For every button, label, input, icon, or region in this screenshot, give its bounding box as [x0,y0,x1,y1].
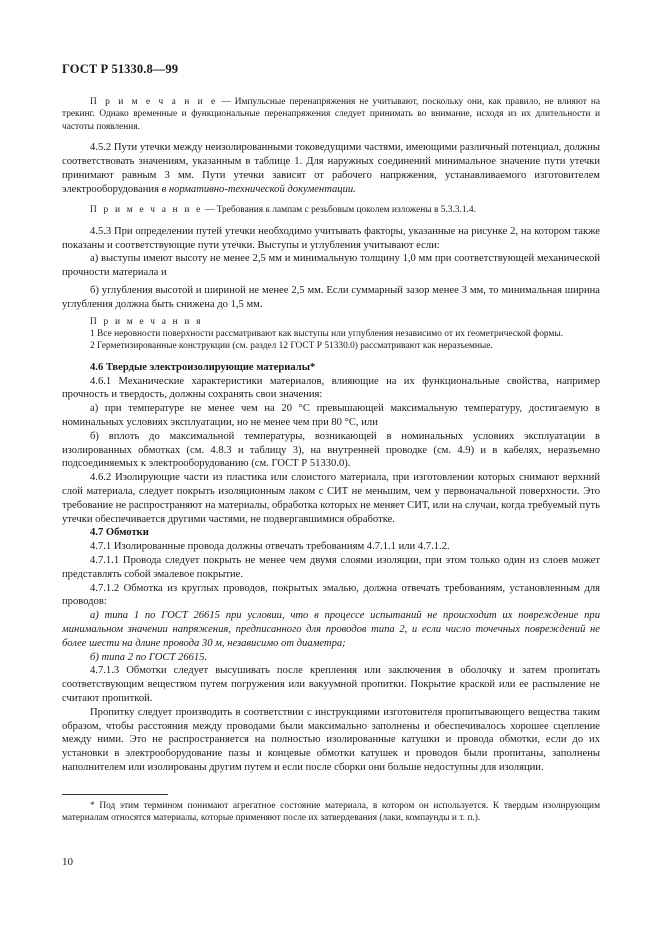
note-item-1: 1 Все неровности поверхности рассматривают как выступы или углубления независимо от их геометрической формы. [90,329,564,339]
clause-4-7-1-2-item-b [62,651,600,665]
note-label: П р и м е ч а н и е [90,97,218,107]
section-heading-4-6: 4.6 Твердые электроизолирующие материалы* [90,361,316,373]
footnote-divider [62,794,168,795]
clause-4-7-1-2-item-a-text: а) типа 1 по ГОСТ 26615 при условии, что в процессе испытаний не происходит их повреждение при минимальном значении напряжения, предписанного для проводов типа 2, и если число точечных повреждений не более шести на длине провода 30 м, независимо от диаметра; [62,610,600,649]
note-item-2: 2 Герметизированные конструкции (см. раздел 12 ГОСТ Р 51330.0) рассматривают как неразъемные. [90,341,493,352]
clause-4-5-2-italic: в нормативно-технической документации. [161,183,356,195]
impregnation-paragraph: Пропитку следует производить в соответствии с инструкциями изготовителя пропитывающего вещества таким образом, чтобы расстояния между проводами были максимально заполнены и обеспечивалось хорошее сцепление между ними. Это не распространяется на полностью изолированные катушки и провода обмотки, если до их установки в электрооборудование пазы и концевые обмотки катушек и проводов были пропитаны, заполнены наполнителем или изолированы другим путем и если после сборки они больше недоступны для изоляции. [62,706,600,773]
note-impulse-overvoltage [62,96,600,133]
clause-4-5-2-text: 4.5.2 Пути утечки между неизолированными токоведущими частями, имеющими различный потенциал, должны соответствовать значениям, указанным в таблице 1. Для наружных соединений минимальное значение пути утечки принимают равным 3 мм. Пути утечки зависят от рабочего напряжения, устанавливаемого изготовителем электрооборудования [62,142,600,195]
note-label: П р и м е ч а н и е [90,205,203,216]
clause-4-6-1: 4.6.1 Механические характеристики материалов, влияющие на их функциональные свойства, например прочность и твердость, должны сохранять свои значения: [62,375,600,401]
clause-4-7-1-1: 4.7.1.1 Провода следует покрыть не менее чем двумя слоями изоляции, при этом только один из слоев может представлять собой эмалевое покрытие. [62,554,600,580]
note-lamps [62,204,600,216]
clause-4-6-1-item-a: а) при температуре не менее чем на 20 °С превышающей максимальную температуру, достигаемую в номинальных условиях эксплуатации, но не менее чем при 80 °С, или [62,403,600,428]
clause-4-6-1-item-b: б) вплоть до максимальной температуры, возникающей в номинальных условиях эксплуатации в изолированных обмотках (см. 4.8.3 и таблицу 3), на внутренней проводке (см. 4.9) и в кабелях, неразъемно подсоединяемых к электрооборудованию (см. ГОСТ Р 51330.0). [62,430,600,470]
clause-4-7-1-2-item-a [62,609,600,650]
clause-4-5-3: 4.5.3 При определении путей утечки необходимо учитывать факторы, указанные на рисунке 2, на котором также показаны и соответствующие пути утечки. Выступы и углубления учитывают если: [62,225,600,251]
clause-4-7-1: 4.7.1 Изолированные провода должны отвечать требованиям 4.7.1.1 или 4.7.1.2. [90,541,450,553]
clause-4-5-3-item-a: а) выступы имеют высоту не менее 2,5 мм и минимальную толщину 1,0 мм при соответствующей механической прочности материала и [62,253,600,279]
notes-label: П р и м е ч а н и я [90,316,203,327]
clause-4-7-1-2: 4.7.1.2 Обмотка из круглых проводов, покрытых эмалью, должна отвечать требованиям, установленным для проводов: [62,582,600,608]
section-heading-4-7: 4.7 Обмотки [90,527,149,539]
page-number: 10 [62,856,73,868]
footnote: * Под этим термином понимают агрегатное состояние материала, в котором он используется. К твердым изолирующим материалам относятся материалы, которые применяют после их затвердевания (лаки, компаунды и т. п.). [62,801,600,824]
note-text: — Требования к лампам с резьбовым цоколем изложены в 5.3.3.1.4. [202,205,476,216]
document-code-header: ГОСТ Р 51330.8—99 [62,62,179,76]
clause-4-5-2 [62,141,600,196]
clause-4-7-1-2-item-b-text: б) типа 2 по ГОСТ 26615. [90,651,208,663]
clause-4-5-3-item-b: б) углубления высотой и шириной не менее 2,5 мм. Если суммарный зазор менее 3 мм, то минимальная ширина углубления должна быть снижена до 1,5 мм. [62,285,600,310]
page-body [62,96,600,775]
note-text: — Импульсные перенапряжения не учитывают, поскольку они, как правило, не влияют на трекинг. Однако временные и функциональные перенапряжения следует принимать во внимание, исходя из их длительности и частоты появления. [62,97,600,132]
clause-4-6-2: 4.6.2 Изолирующие части из пластика или слоистого материала, при изготовлении которых снимают верхний слой материала, следует покрыть изоляционным лаком с СИТ не меньшим, чем у первоначальной поверхности. Это требование не распространяют на материалы, обработка которых не меняет СИТ, или на случаи, когда требуемый путь утечки обеспечивается другими частями, не подвергавшимися обработке. [62,472,600,525]
clause-4-7-1-3: 4.7.1.3 Обмотки следует высушивать после крепления или заключения в оболочку и затем пропитать соответствующим веществом путем погружения или вакуумной пропитки. Покрытие краской или ее распыление не считают пропиткой. [62,665,600,704]
